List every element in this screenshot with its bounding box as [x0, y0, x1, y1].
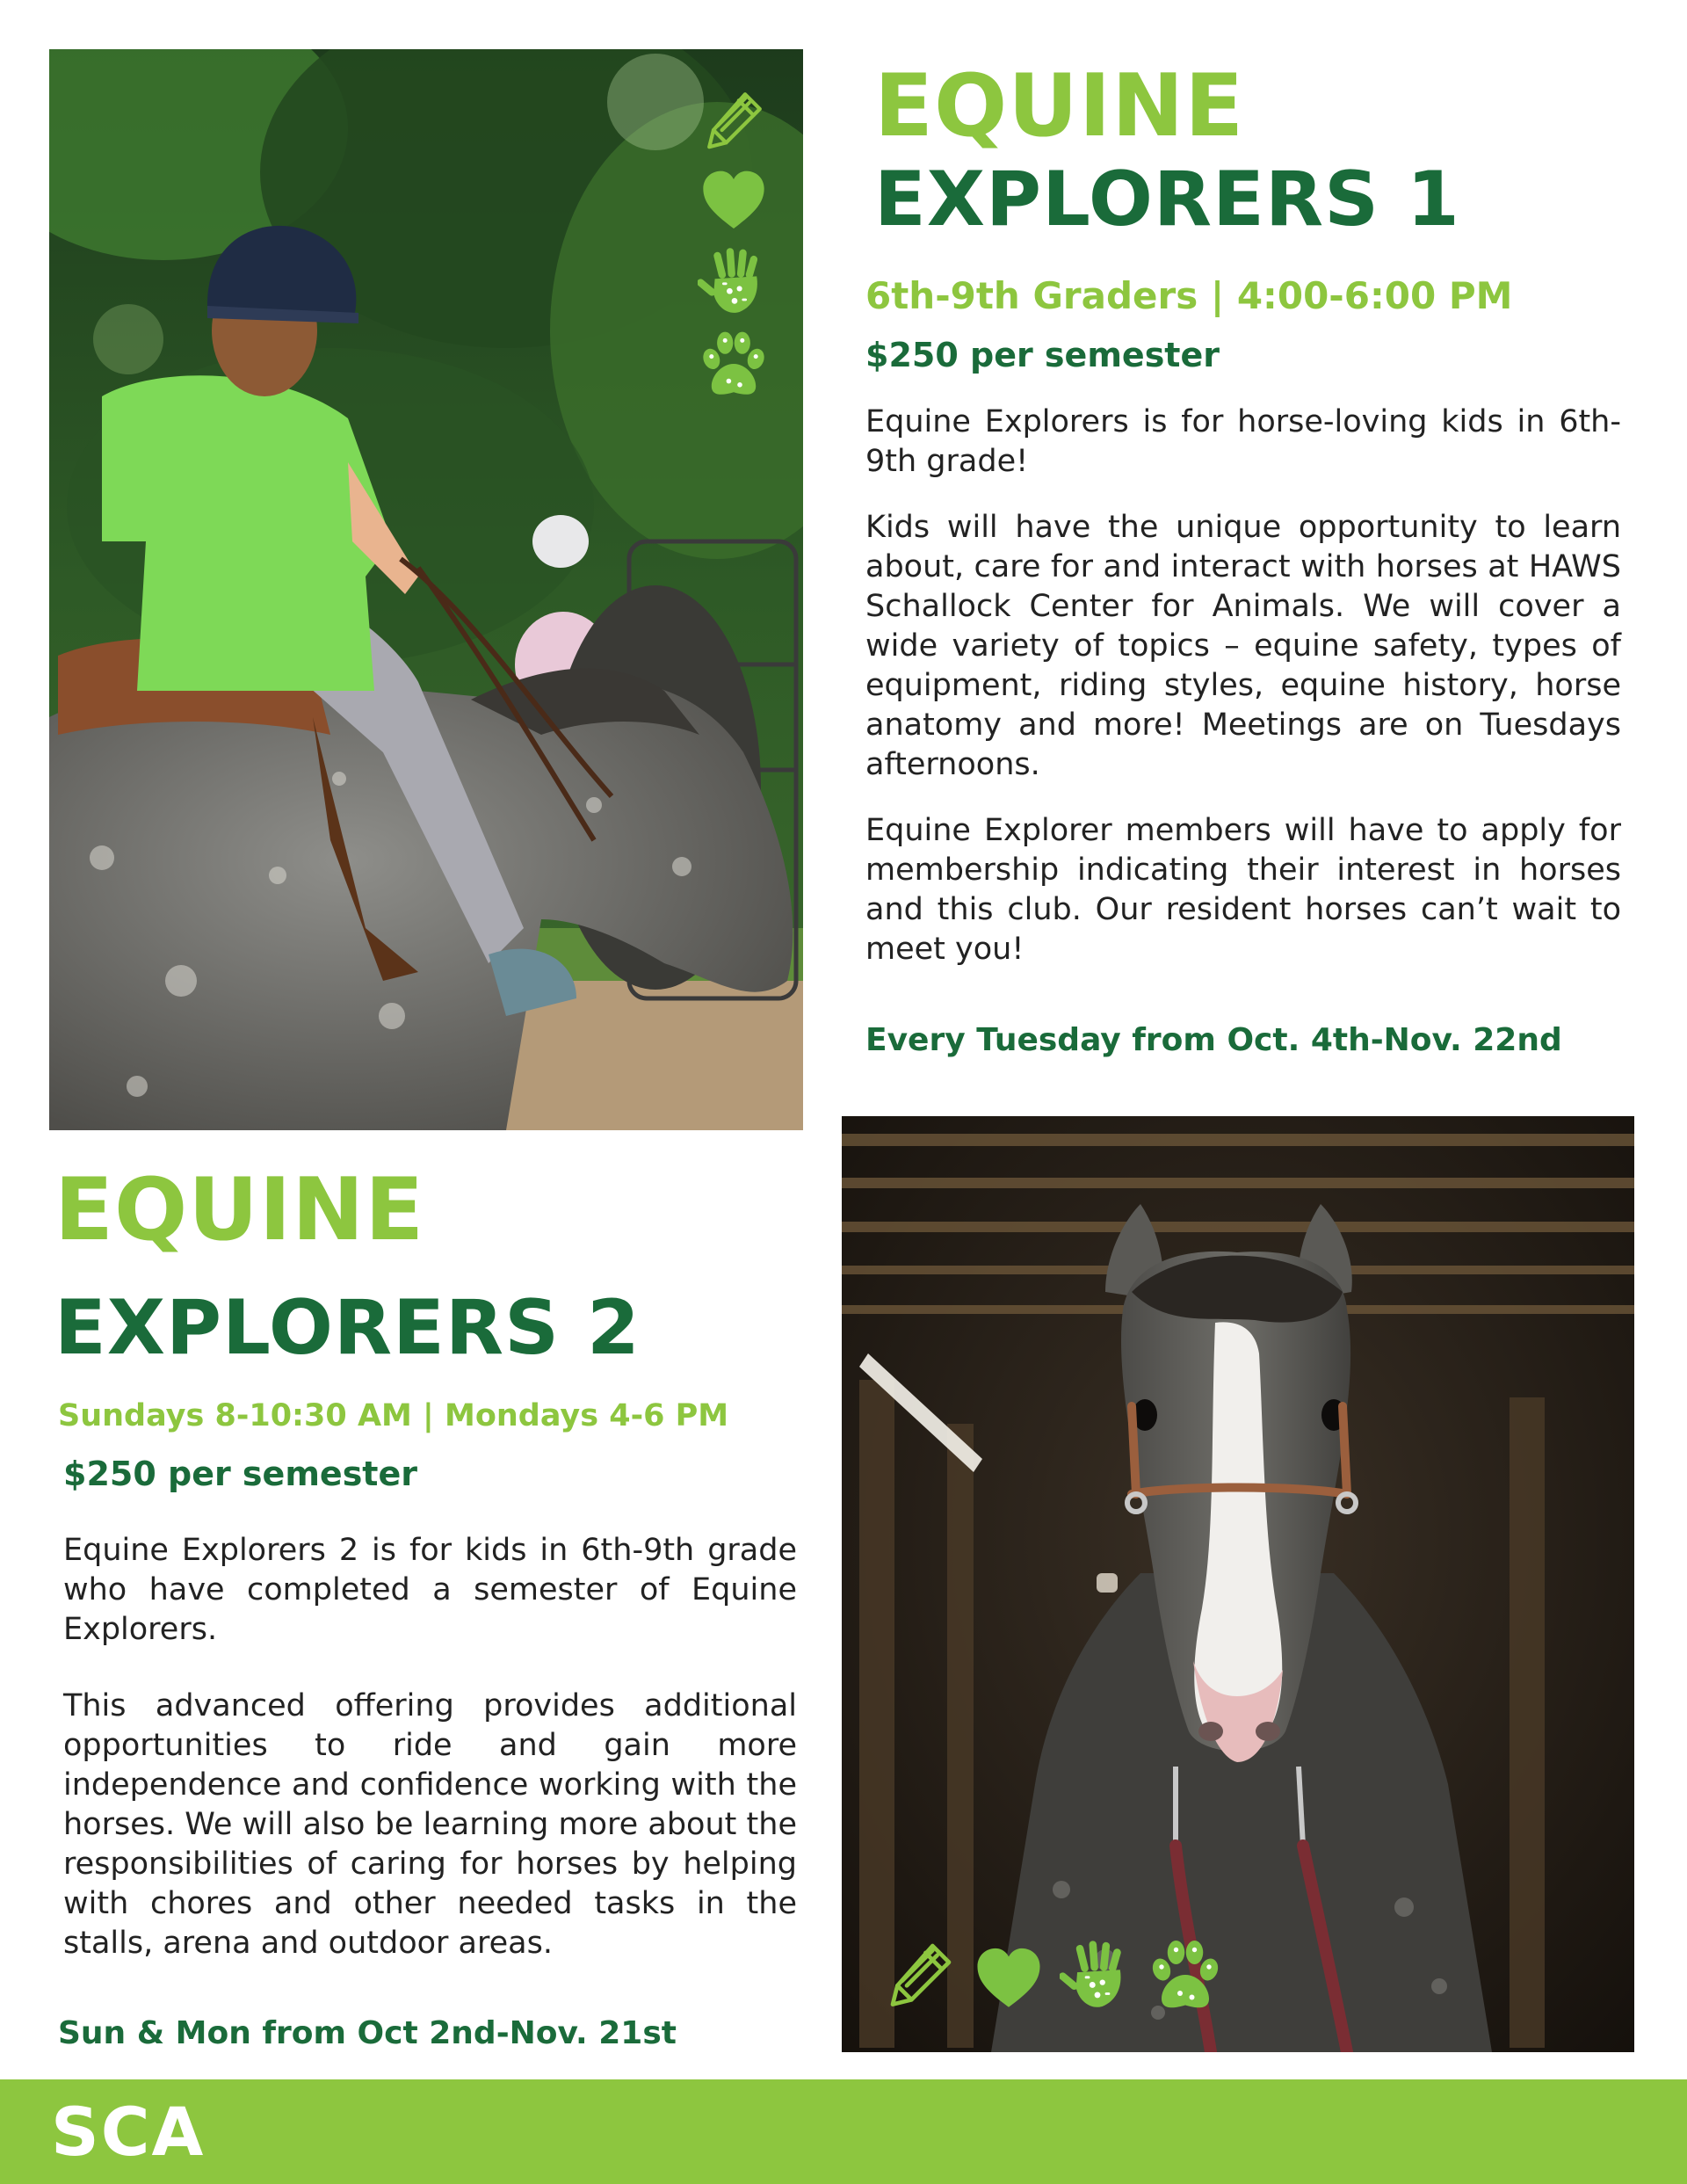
sca-logo: SCA — [51, 2093, 206, 2171]
paw-print-icon — [1146, 1935, 1225, 2014]
ee2-description — [63, 1531, 797, 1990]
icon-column — [694, 88, 773, 422]
ee2-paragraph: This advanced offering provides additional opportunities to ride and gain more independence and confidence working with the horses. We will also be learning more about the responsibilities of caring for horses by helping with chores and other needed tasks in the stalls, arena and outdoor areas. — [63, 1688, 797, 1961]
ee1-paragraph: Equine Explorer members will have to apply for membership indicating their interest in horses and this club. Our resident horses can’t wait to meet you! — [865, 813, 1621, 967]
handprint-icon — [1060, 1937, 1135, 2013]
pencil-icon — [703, 88, 766, 151]
ee1-description — [865, 403, 1621, 996]
ee1-schedule: 6th-9th Graders | 4:00-6:00 PM — [865, 274, 1513, 317]
ee2-title-line1: EQUINE — [54, 1160, 425, 1260]
ee1-price: $250 per semester — [865, 336, 1220, 374]
ee2-price: $250 per semester — [63, 1455, 417, 1493]
paw-print-icon — [697, 327, 771, 401]
riding-photo — [49, 49, 803, 1130]
ee1-dates: Every Tuesday from Oct. 4th-Nov. 22nd — [865, 1022, 1562, 1058]
icon-row — [886, 1934, 1237, 2018]
ee2-dates: Sun & Mon from Oct 2nd-Nov. 21st — [58, 2015, 677, 2051]
ee1-paragraph: Equine Explorers is for horse-loving kids in 6th-9th grade! — [865, 404, 1621, 479]
horse-photo — [842, 1116, 1634, 2052]
handprint-icon — [698, 244, 771, 318]
heart-icon — [968, 1942, 1049, 2014]
footer-bar — [0, 2079, 1687, 2184]
pencil-icon — [886, 1939, 956, 2009]
ee1-title-line1: EQUINE — [874, 56, 1245, 156]
ee1-title-line2: EXPLORERS 1 — [874, 156, 1460, 243]
ee2-title-line2: EXPLORERS 2 — [54, 1284, 641, 1372]
ee2-schedule: Sundays 8-10:30 AM | Mondays 4-6 PM — [58, 1398, 729, 1433]
ee1-paragraph: Kids will have the unique opportunity to learn about, care for and interact with horses at HAWS Schallock Center for Animals. We will cover a wide variety of topics – equine safety, types of equipment, riding styles, equine history, horse anatomy and more! Meetings are on Tuesdays afternoons. — [865, 510, 1621, 782]
ee2-paragraph: Equine Explorers 2 is for kids in 6th-9th grade who have completed a semester of Equine Explorers. — [63, 1533, 797, 1647]
heart-icon — [694, 165, 773, 236]
